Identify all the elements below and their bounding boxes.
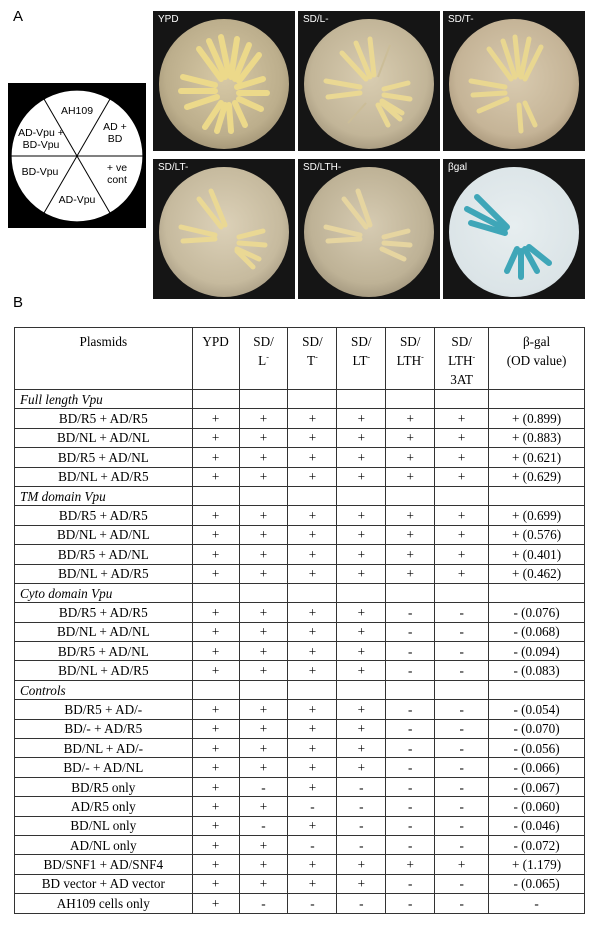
plasmid-cell: AD/R5 only — [15, 797, 193, 816]
empty-cell — [288, 486, 337, 505]
result-cell: + — [386, 525, 435, 544]
empty-cell — [489, 680, 585, 699]
result-cell: - — [337, 816, 386, 835]
table-row — [15, 874, 585, 893]
plate-key-diagram — [8, 83, 146, 228]
result-cell: - (0.076) — [489, 603, 585, 622]
result-cell: + — [337, 622, 386, 641]
results-table-body — [15, 390, 585, 914]
result-cell: + — [288, 758, 337, 777]
plate-sd-lth — [298, 159, 440, 299]
result-cell: + — [337, 545, 386, 564]
empty-cell — [192, 390, 239, 409]
result-cell: - (0.054) — [489, 700, 585, 719]
result-cell: + — [192, 835, 239, 854]
result-cell: - — [386, 739, 435, 758]
result-cell: + — [239, 564, 288, 583]
result-cell: + — [337, 661, 386, 680]
key-sector-ad-vpu: AD-Vpu — [58, 194, 96, 206]
result-cell: + — [386, 409, 435, 428]
result-cell: + — [386, 564, 435, 583]
plasmid-cell: BD/- + AD/R5 — [15, 719, 193, 738]
result-cell: - — [435, 622, 489, 641]
result-cell: - — [239, 816, 288, 835]
header-plasmids: Plasmids — [15, 328, 193, 390]
section-title: TM domain Vpu — [15, 486, 193, 505]
result-cell: + — [435, 506, 489, 525]
result-cell: + — [337, 642, 386, 661]
sd-l-colony-streaks — [304, 19, 434, 149]
result-cell: + — [192, 448, 239, 467]
result-cell: + — [337, 428, 386, 447]
empty-cell — [337, 583, 386, 602]
empty-cell — [288, 680, 337, 699]
panel-a-label: A — [13, 8, 24, 25]
table-row — [15, 855, 585, 874]
section-title: Cyto domain Vpu — [15, 583, 193, 602]
result-cell: + — [435, 467, 489, 486]
result-cell: - — [386, 835, 435, 854]
table-row — [15, 545, 585, 564]
section-header-row — [15, 486, 585, 505]
result-cell: + — [337, 506, 386, 525]
result-cell: + — [192, 894, 239, 913]
result-cell: - (0.056) — [489, 739, 585, 758]
result-cell: + — [192, 855, 239, 874]
sd-lt-colony-streaks — [159, 167, 289, 297]
result-cell: + — [288, 525, 337, 544]
result-cell: - — [435, 719, 489, 738]
result-cell: - — [386, 874, 435, 893]
header-beta-gal: β-gal (OD value) — [489, 328, 585, 390]
result-cell: - — [288, 797, 337, 816]
result-cell: + (0.629) — [489, 467, 585, 486]
plate-sd-t — [443, 11, 585, 151]
result-cell: + — [435, 525, 489, 544]
beta-gal-blue-streaks — [449, 167, 579, 297]
result-cell: + — [192, 816, 239, 835]
result-cell: + — [337, 564, 386, 583]
table-row — [15, 642, 585, 661]
empty-cell — [386, 583, 435, 602]
empty-cell — [386, 680, 435, 699]
result-cell: + — [337, 603, 386, 622]
table-row — [15, 428, 585, 447]
result-cell: + — [435, 564, 489, 583]
result-cell: - — [386, 661, 435, 680]
header-sd-l: SD/ L- — [239, 328, 288, 390]
result-cell: + (0.401) — [489, 545, 585, 564]
result-cell: - — [386, 603, 435, 622]
result-cell: + — [288, 642, 337, 661]
result-cell: + (0.621) — [489, 448, 585, 467]
result-cell: + — [192, 564, 239, 583]
empty-cell — [192, 583, 239, 602]
result-cell: - — [435, 835, 489, 854]
empty-cell — [386, 486, 435, 505]
result-cell: + — [192, 409, 239, 428]
empty-cell — [435, 680, 489, 699]
result-cell: + — [288, 564, 337, 583]
plasmid-cell: BD/SNF1 + AD/SNF4 — [15, 855, 193, 874]
table-row — [15, 506, 585, 525]
result-cell: + — [239, 525, 288, 544]
header-row — [15, 328, 585, 390]
section-header-row — [15, 680, 585, 699]
result-cell: - — [435, 758, 489, 777]
result-cell: + — [337, 758, 386, 777]
plasmid-cell: AH109 cells only — [15, 894, 193, 913]
result-cell: + — [192, 622, 239, 641]
table-row — [15, 622, 585, 641]
result-cell: + — [337, 855, 386, 874]
result-cell: + — [288, 874, 337, 893]
result-cell: + (1.179) — [489, 855, 585, 874]
result-cell: + — [239, 739, 288, 758]
result-cell: + — [288, 855, 337, 874]
result-cell: - (0.070) — [489, 719, 585, 738]
section-title: Controls — [15, 680, 193, 699]
table-row — [15, 525, 585, 544]
ypd-colony-streaks — [159, 19, 289, 149]
result-cell: + — [192, 642, 239, 661]
result-cell: - — [435, 700, 489, 719]
result-cell: + — [337, 448, 386, 467]
table-row — [15, 835, 585, 854]
result-cell: + — [435, 409, 489, 428]
key-sector-bd-vpu: BD-Vpu — [21, 166, 59, 178]
result-cell: - — [386, 894, 435, 913]
result-cell: + — [239, 797, 288, 816]
result-cell: - (0.046) — [489, 816, 585, 835]
result-cell: + — [192, 758, 239, 777]
result-cell: + — [435, 428, 489, 447]
empty-cell — [489, 583, 585, 602]
plasmid-cell: BD/- + AD/NL — [15, 758, 193, 777]
result-cell: + — [192, 428, 239, 447]
result-cell: - — [239, 777, 288, 796]
result-cell: + — [288, 719, 337, 738]
empty-cell — [435, 390, 489, 409]
empty-cell — [239, 486, 288, 505]
result-cell: - (0.060) — [489, 797, 585, 816]
plasmid-cell: BD/R5 + AD/R5 — [15, 506, 193, 525]
result-cell: + — [239, 719, 288, 738]
result-cell: - — [435, 661, 489, 680]
result-cell: - — [435, 816, 489, 835]
plate-sd-l — [298, 11, 440, 151]
result-cell: + — [288, 545, 337, 564]
result-cell: + — [239, 448, 288, 467]
section-header-row — [15, 583, 585, 602]
header-sd-t: SD/ T- — [288, 328, 337, 390]
result-cell: + — [239, 700, 288, 719]
result-cell: + (0.576) — [489, 525, 585, 544]
result-cell: + — [192, 777, 239, 796]
result-cell: + — [192, 739, 239, 758]
result-cell: - — [337, 835, 386, 854]
empty-cell — [435, 486, 489, 505]
result-cell: - — [337, 777, 386, 796]
result-cell: + — [337, 719, 386, 738]
result-cell: + — [288, 506, 337, 525]
result-cell: + — [192, 545, 239, 564]
panel-b-label: B — [13, 294, 24, 311]
result-cell: + — [192, 525, 239, 544]
result-cell: - — [386, 797, 435, 816]
plate-title: SD/LT- — [158, 162, 189, 173]
result-cell: - — [386, 816, 435, 835]
key-sector-ad-bd: AD + BD — [103, 121, 127, 145]
plate-title: SD/LTH- — [303, 162, 342, 173]
table-row — [15, 719, 585, 738]
result-cell: + — [337, 467, 386, 486]
result-cell: - — [386, 700, 435, 719]
result-cell: + — [192, 467, 239, 486]
plasmid-cell: AD/NL only — [15, 835, 193, 854]
result-cell: + — [239, 622, 288, 641]
result-cell: - — [435, 739, 489, 758]
plasmid-cell: BD/NL + AD/NL — [15, 428, 193, 447]
plasmid-cell: BD vector + AD vector — [15, 874, 193, 893]
section-title: Full length Vpu — [15, 390, 193, 409]
result-cell: + — [192, 874, 239, 893]
result-cell: - — [435, 642, 489, 661]
result-cell: + — [239, 603, 288, 622]
key-sector-ad-vpu-bd-vpu: AD-Vpu + BD-Vpu — [18, 127, 64, 151]
result-cell: + (0.899) — [489, 409, 585, 428]
section-header-row — [15, 390, 585, 409]
result-cell: + — [386, 545, 435, 564]
result-cell: + — [435, 545, 489, 564]
key-sector-positive-control: + ve cont — [106, 162, 128, 186]
result-cell: + — [386, 448, 435, 467]
result-cell: + — [386, 428, 435, 447]
result-cell: + — [239, 409, 288, 428]
empty-cell — [489, 486, 585, 505]
empty-cell — [192, 680, 239, 699]
plate-title: βgal — [448, 162, 468, 173]
result-cell: + — [239, 428, 288, 447]
results-table-container — [14, 327, 585, 914]
empty-cell — [239, 583, 288, 602]
result-cell: + — [192, 719, 239, 738]
plasmid-cell: BD/R5 + AD/- — [15, 700, 193, 719]
result-cell: - — [435, 874, 489, 893]
result-cell: - — [386, 719, 435, 738]
plasmid-cell: BD/R5 only — [15, 777, 193, 796]
plasmid-cell: BD/R5 + AD/NL — [15, 545, 193, 564]
empty-cell — [239, 390, 288, 409]
table-row — [15, 816, 585, 835]
result-cell: + — [337, 700, 386, 719]
result-cell: - — [386, 622, 435, 641]
result-cell: - — [337, 797, 386, 816]
result-cell: - — [435, 603, 489, 622]
result-cell: - — [337, 894, 386, 913]
empty-cell — [337, 486, 386, 505]
empty-cell — [337, 390, 386, 409]
result-cell: + — [288, 661, 337, 680]
result-cell: + — [288, 739, 337, 758]
empty-cell — [337, 680, 386, 699]
result-cell: + — [192, 700, 239, 719]
result-cell: - — [435, 894, 489, 913]
plasmid-cell: BD/NL + AD/NL — [15, 525, 193, 544]
result-cell: + — [239, 467, 288, 486]
plasmid-cell: BD/NL + AD/R5 — [15, 661, 193, 680]
result-cell: + — [288, 409, 337, 428]
result-cell: + — [239, 835, 288, 854]
result-cell: - — [435, 797, 489, 816]
result-cell: - (0.067) — [489, 777, 585, 796]
result-cell: + — [239, 855, 288, 874]
result-cell: + — [288, 777, 337, 796]
result-cell: + — [239, 661, 288, 680]
result-cell: + — [386, 506, 435, 525]
plate-title: SD/T- — [448, 14, 474, 25]
table-row — [15, 448, 585, 467]
result-cell: - (0.068) — [489, 622, 585, 641]
table-row — [15, 739, 585, 758]
result-cell: + — [239, 758, 288, 777]
sd-t-colony-streaks — [449, 19, 579, 149]
header-sd-lth-3at: SD/ LTH- 3AT — [435, 328, 489, 390]
result-cell: + — [435, 855, 489, 874]
result-cell: + (0.462) — [489, 564, 585, 583]
result-cell: + — [337, 409, 386, 428]
result-cell: + — [386, 855, 435, 874]
result-cell: + — [239, 506, 288, 525]
header-sd-lt: SD/ LT- — [337, 328, 386, 390]
plasmid-cell: BD/R5 + AD/NL — [15, 448, 193, 467]
plate-beta-gal — [443, 159, 585, 299]
table-row — [15, 777, 585, 796]
result-cell: + — [288, 622, 337, 641]
result-cell: - (0.083) — [489, 661, 585, 680]
result-cell: + (0.883) — [489, 428, 585, 447]
result-cell: + — [192, 603, 239, 622]
result-cell: + — [337, 739, 386, 758]
result-cell: + — [239, 545, 288, 564]
empty-cell — [288, 583, 337, 602]
empty-cell — [489, 390, 585, 409]
empty-cell — [239, 680, 288, 699]
plasmid-cell: BD/NL + AD/R5 — [15, 564, 193, 583]
empty-cell — [192, 486, 239, 505]
result-cell: + — [288, 700, 337, 719]
plasmid-cell: BD/R5 + AD/R5 — [15, 409, 193, 428]
result-cell: + — [337, 874, 386, 893]
plate-title: SD/L- — [303, 14, 329, 25]
key-sector-ah109: AH109 — [60, 105, 94, 117]
plasmid-cell: BD/R5 + AD/NL — [15, 642, 193, 661]
result-cell: + — [386, 467, 435, 486]
result-cell: + — [192, 661, 239, 680]
result-cell: - — [288, 835, 337, 854]
table-row — [15, 797, 585, 816]
plasmid-cell: BD/NL only — [15, 816, 193, 835]
table-row — [15, 409, 585, 428]
plate-title: YPD — [158, 14, 179, 25]
empty-cell — [386, 390, 435, 409]
result-cell: + — [337, 525, 386, 544]
header-sd-lth: SD/ LTH- — [386, 328, 435, 390]
sd-lth-colony-streaks — [304, 167, 434, 297]
table-row — [15, 467, 585, 486]
empty-cell — [288, 390, 337, 409]
plate-ypd — [153, 11, 295, 151]
plasmid-cell: BD/NL + AD/R5 — [15, 467, 193, 486]
table-row — [15, 661, 585, 680]
result-cell: + (0.699) — [489, 506, 585, 525]
result-cell: - — [239, 894, 288, 913]
result-cell: + — [239, 874, 288, 893]
result-cell: - (0.066) — [489, 758, 585, 777]
result-cell: - (0.094) — [489, 642, 585, 661]
empty-cell — [435, 583, 489, 602]
result-cell: + — [435, 448, 489, 467]
result-cell: + — [288, 448, 337, 467]
results-table — [14, 327, 585, 914]
header-ypd: YPD — [192, 328, 239, 390]
table-row — [15, 700, 585, 719]
result-cell: - — [489, 894, 585, 913]
plasmid-cell: BD/R5 + AD/R5 — [15, 603, 193, 622]
result-cell: - (0.065) — [489, 874, 585, 893]
result-cell: - (0.072) — [489, 835, 585, 854]
result-cell: + — [288, 603, 337, 622]
result-cell: + — [288, 816, 337, 835]
plate-sd-lt — [153, 159, 295, 299]
table-row — [15, 894, 585, 913]
result-cell: - — [386, 777, 435, 796]
result-cell: - — [386, 642, 435, 661]
table-row — [15, 564, 585, 583]
plasmid-cell: BD/NL + AD/NL — [15, 622, 193, 641]
table-row — [15, 758, 585, 777]
result-cell: + — [192, 797, 239, 816]
result-cell: + — [288, 428, 337, 447]
plasmid-cell: BD/NL + AD/- — [15, 739, 193, 758]
result-cell: + — [288, 467, 337, 486]
table-row — [15, 603, 585, 622]
result-cell: - — [386, 758, 435, 777]
result-cell: + — [192, 506, 239, 525]
result-cell: - — [435, 777, 489, 796]
result-cell: + — [239, 642, 288, 661]
result-cell: - — [288, 894, 337, 913]
